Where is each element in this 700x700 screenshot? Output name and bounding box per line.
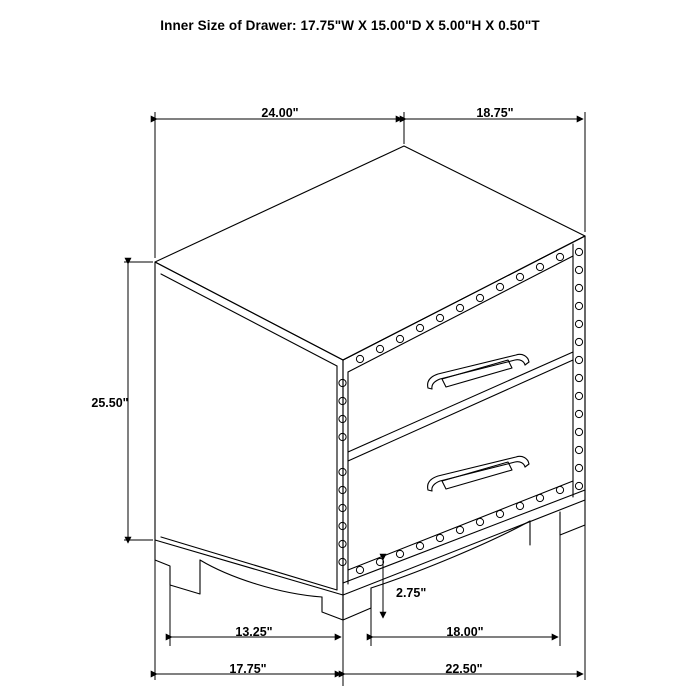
cabinet-outline <box>155 146 585 620</box>
front-top-trim-inner <box>348 256 573 372</box>
dim-top-right-label: 18.75" <box>476 106 514 120</box>
left-side-panel <box>155 262 343 595</box>
front-top-trim-outer <box>343 236 585 360</box>
drawer-divider-line-2 <box>348 360 573 461</box>
left-leg <box>155 540 200 594</box>
front-panel <box>343 236 585 595</box>
dim-leg-height-label: 2.75" <box>396 586 427 600</box>
drawer-divider-line <box>348 352 573 452</box>
dim-top-left-label: 24.00" <box>261 106 299 120</box>
dim-bottom-outer-right-label: 22.50" <box>445 662 483 676</box>
dim-bottom-outer-left-label: 17.75" <box>229 662 267 676</box>
lower-drawer-handle <box>428 456 529 491</box>
side-top-trim <box>161 274 337 366</box>
top-panel <box>155 146 585 360</box>
dim-bottom-inner-right-label: 18.00" <box>446 625 484 639</box>
left-toekick-curve <box>200 560 322 597</box>
page-title: Inner Size of Drawer: 17.75"W X 15.00"D X 5.00"H X 0.50"T <box>160 18 540 33</box>
dimension-lines <box>124 112 585 686</box>
upper-drawer-handle <box>428 354 529 389</box>
front-left-leg <box>322 595 343 620</box>
front-bottom-trim-outer <box>343 490 585 583</box>
dim-bottom-inner-left-label: 13.25" <box>235 625 273 639</box>
dim-height-label: 25.50" <box>91 396 129 410</box>
